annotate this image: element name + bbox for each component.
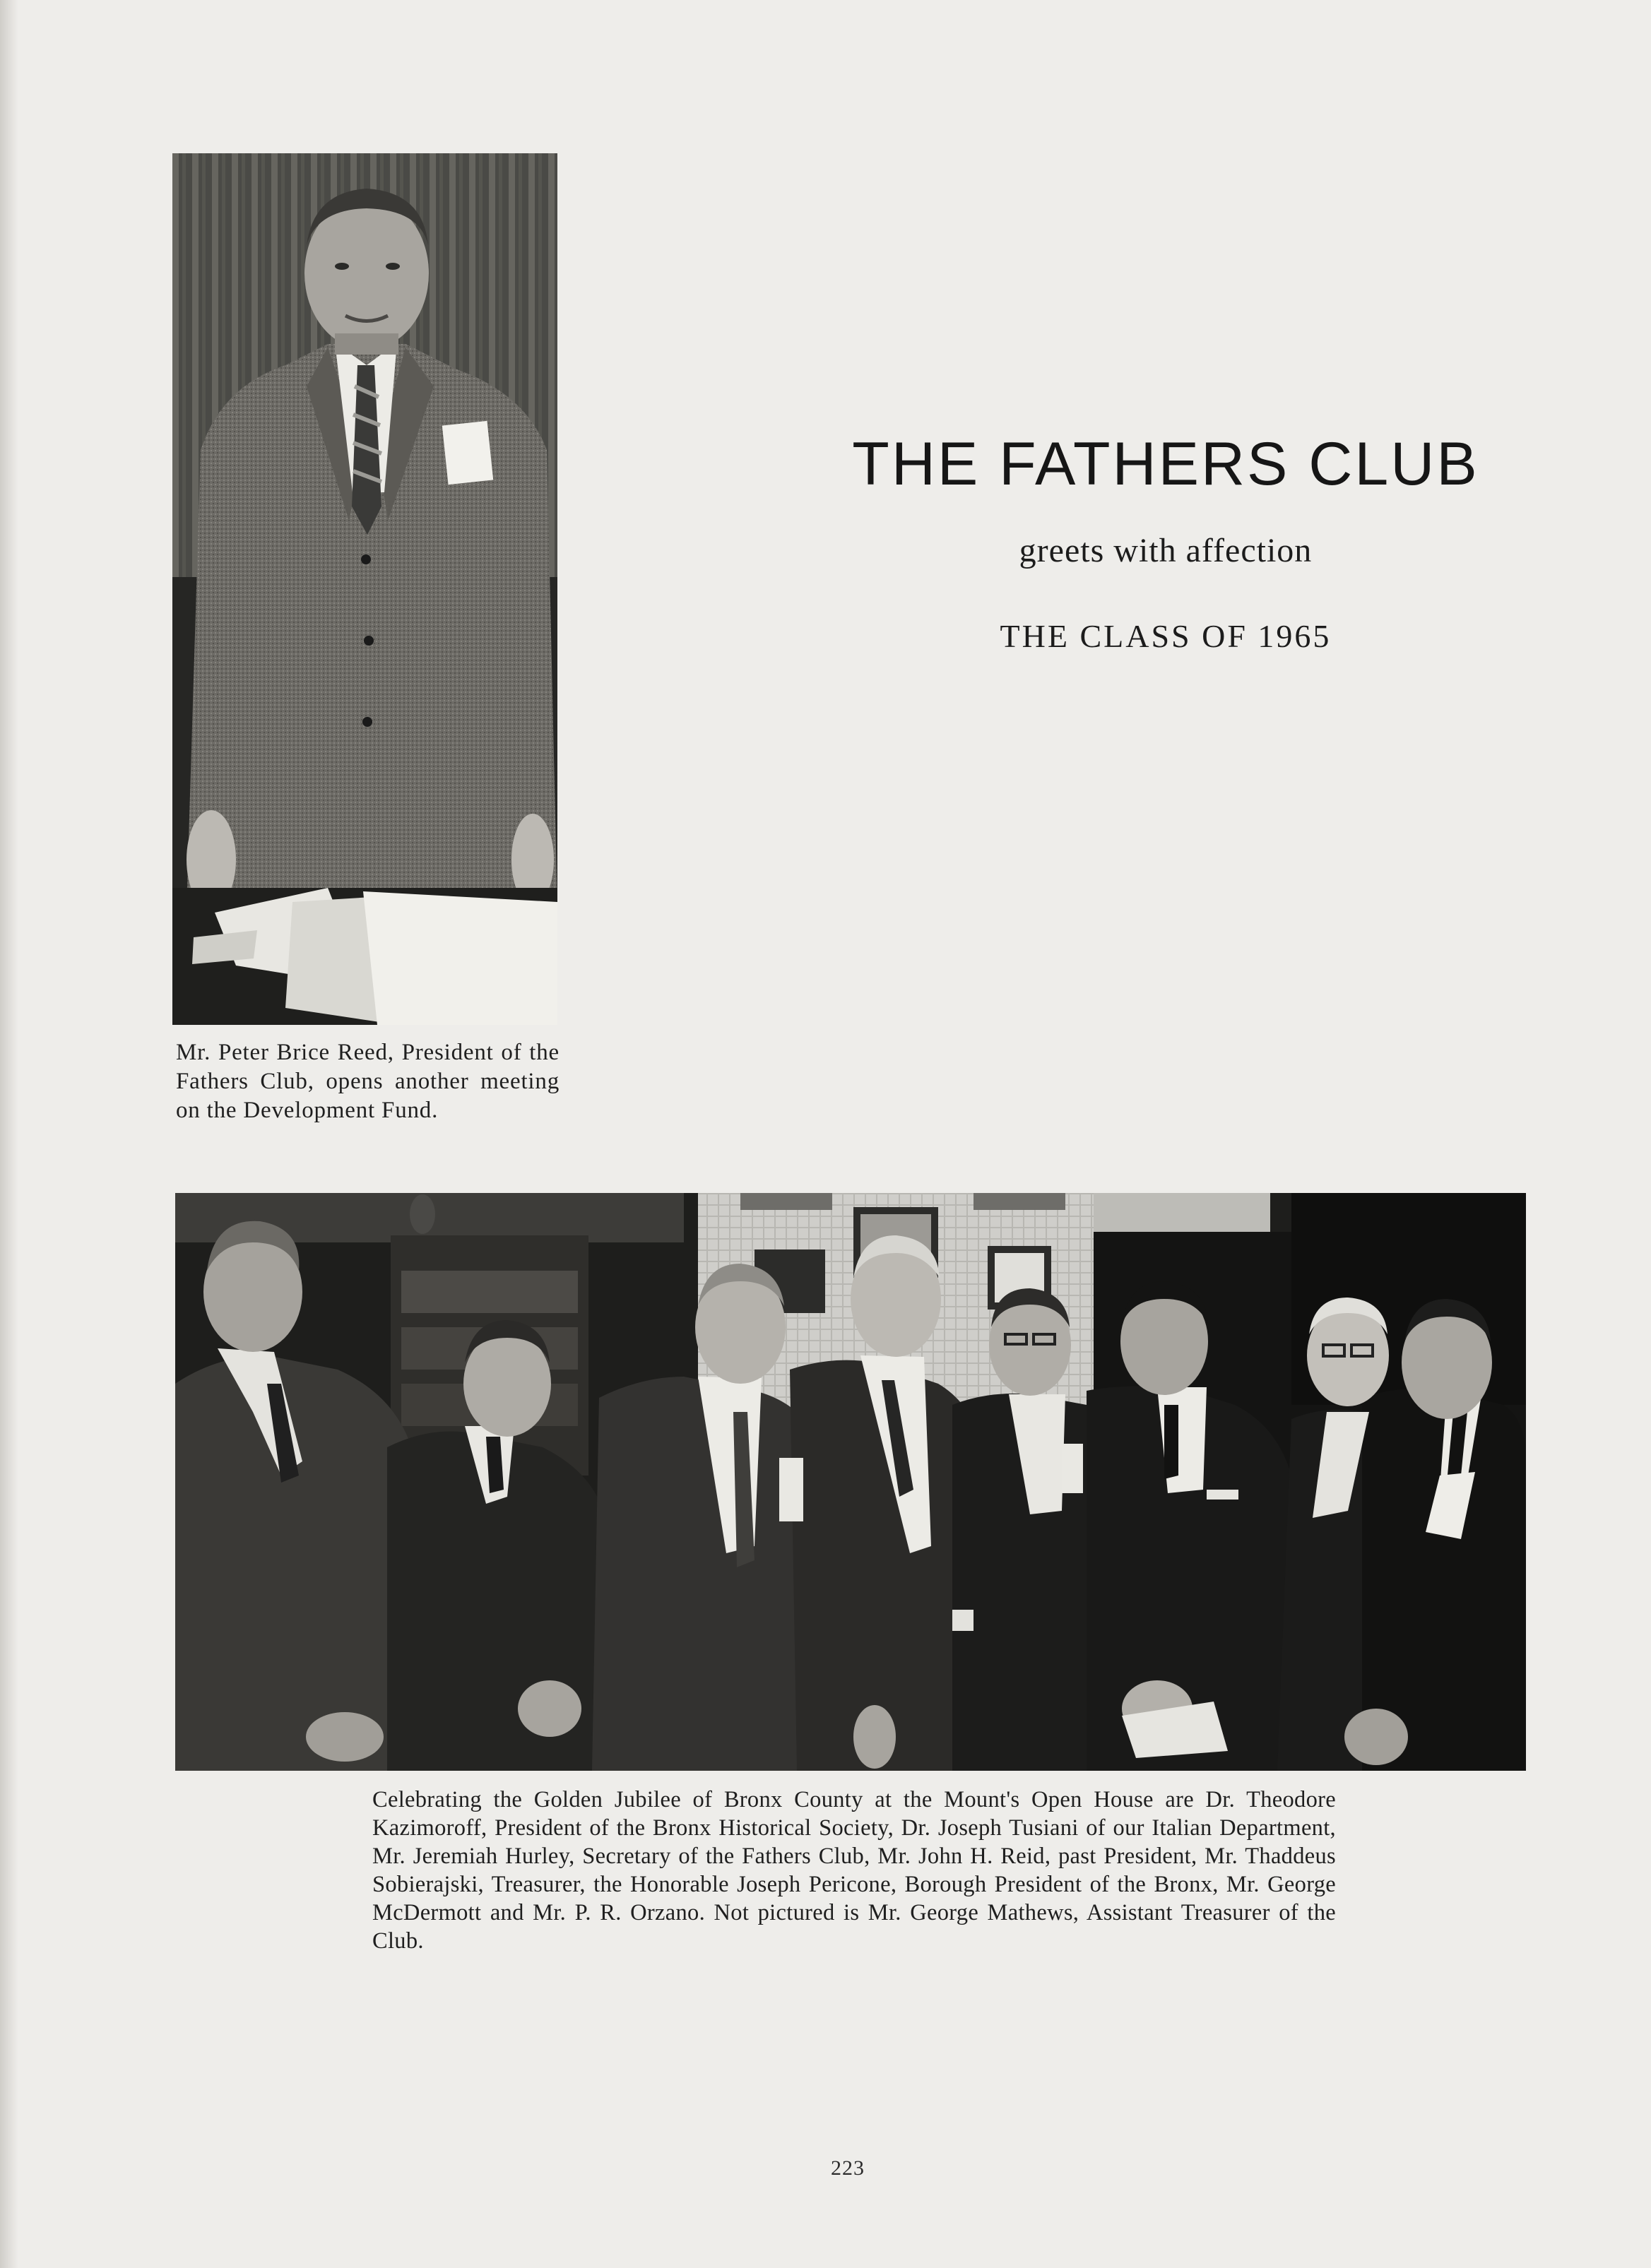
page-number: 223 — [831, 2156, 865, 2180]
reed-photo-caption: Mr. Peter Brice Reed, President of the Fathers Club, opens another meeting on the Development Fund. — [176, 1040, 560, 1123]
class-heading: THE CLASS OF 1965 — [1000, 618, 1332, 654]
group-photo-caption: Celebrating the Golden Jubilee of Bronx County at the Mount's Open House are Dr. Theodore Kazimoroff, President of the Bronx Historical Society, Dr. Joseph Tusiani of our Italian Department, Mr. Jeremiah Hurley, Secretary of the Fathers Club, Mr. John H. Reid, past President, Mr. Thaddeus Sobierajski, Treasurer, the Honorable Joseph Pericone, Borough President of the Bronx, Mr. George McDermott and Mr. P. R. Orzano. Not pictured is Mr. George Mathews, Assistant Treasurer of the Club. — [372, 1787, 1336, 1954]
page-gutter — [0, 0, 18, 2268]
photo-group-jubilee — [175, 1193, 1526, 1771]
photo-reed-portrait — [172, 153, 557, 1025]
page-subtitle: greets with affection — [1019, 532, 1313, 569]
page-title: THE FATHERS CLUB — [852, 430, 1479, 498]
